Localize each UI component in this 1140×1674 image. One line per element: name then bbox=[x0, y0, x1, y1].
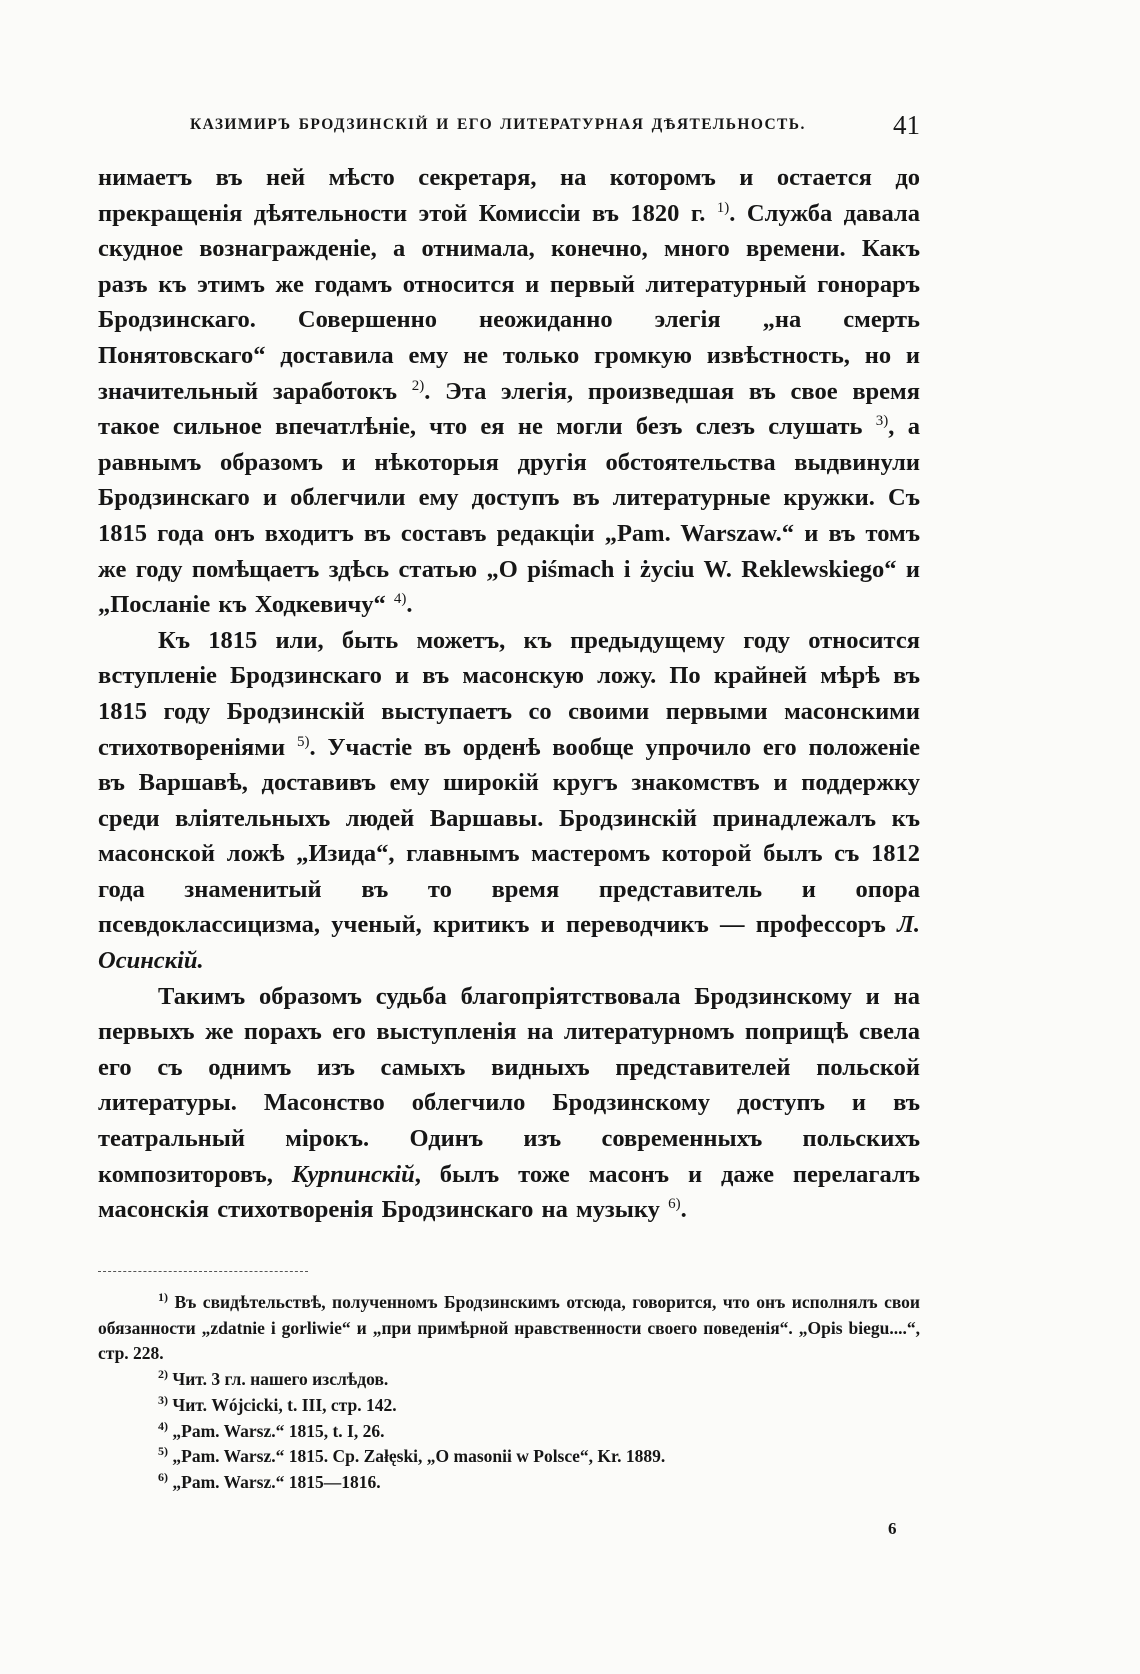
paragraph-text: Къ 1815 или, быть можетъ, къ предыдущему году относится вступленіе Бродзинскаго и въ масонскую ложу. По крайней мѣрѣ въ 1815 году Бродзинскій выступаетъ со своими первыми масонскими стихотвореніями bbox=[98, 626, 920, 761]
paragraph-text: . Эта элегія, произведшая въ свое время такое сильное впечатлѣніе, что ея не могли безъ слезъ слушать bbox=[98, 377, 920, 441]
paragraph-text: . Участіе въ орденѣ вообще упрочило его положеніе въ Варшавѣ, доставивъ ему широкій кругъ знакомствъ и поддержку среди вліятельныхъ людей Варшавы. Бродзинскій принадлежалъ къ масонской ложѣ „Изида“, главнымъ мастеромъ которой былъ съ 1812 года знаменитый въ то время представитель и опора псевдоклассицизма, ученый, критикъ и переводчикъ — профессоръ bbox=[98, 733, 920, 939]
footnote-reference: 2) bbox=[411, 377, 425, 394]
footnote-number: 2) bbox=[158, 1367, 168, 1382]
footnote-text: „Pam. Warsz.“ 1815—1816. bbox=[172, 1471, 381, 1492]
footnote bbox=[98, 1470, 920, 1496]
footnote bbox=[98, 1393, 920, 1419]
footnote-number: 5) bbox=[158, 1444, 168, 1459]
footnote-text: Чит. 3 гл. нашего изслѣдов. bbox=[172, 1369, 389, 1390]
footnote-reference: 5) bbox=[296, 733, 310, 750]
paragraph-text: . Служба давала скудное вознагражденіе, а отнимала, конечно, много времени. Какъ разъ къ этимъ же годамъ относится и первый литературный гонораръ Бродзинскаго. Совершенно неожиданно элегія „на смерть Понятовскаго“ доставила ему не только громкую извѣстность, но и значительный заработокъ bbox=[98, 199, 920, 405]
running-head bbox=[190, 110, 920, 140]
footnote-reference: 1) bbox=[716, 199, 730, 216]
footnote-text: Чит. Wójcicki, t. III, стр. 142. bbox=[172, 1394, 397, 1415]
footnote bbox=[98, 1290, 920, 1367]
footnote-divider bbox=[98, 1271, 308, 1272]
footnote-text: Въ свидѣтельствѣ, полученномъ Бродзинскимъ отсюда, говорится, что онъ исполнялъ свои обязанности „zdatnie i gorliwie“ и „при примѣрной нравственности своего поведенія“. „Opis biegu....“, стр. 228. bbox=[98, 1292, 921, 1364]
footnote bbox=[98, 1367, 920, 1393]
page-number: 41 bbox=[893, 110, 920, 140]
signature-mark: 6 bbox=[888, 1519, 897, 1538]
footnote bbox=[98, 1444, 920, 1470]
paragraph-text: нимаетъ въ ней мѣсто секретаря, на которомъ и остается до прекращенія дѣятельности этой Комиссіи въ 1820 г. bbox=[98, 164, 920, 227]
paragraph-text: , а равнымъ образомъ и нѣкоторыя другія обстоятельства выдвинули Бродзинскаго и облегчили ему доступъ въ литературные кружки. Съ 1815 года онъ входитъ въ составъ редакціи „Pam. Warszaw.“ и въ томъ же году помѣщаетъ здѣсь статью „O piśmach i życiu W. Reklewskiego“ и „Посланіе къ Ходкевичу“ bbox=[98, 413, 921, 619]
paragraph-text: Такимъ образомъ судьба благопріятствовала Бродзинскому и на первыхъ же порахъ его выступленія на литературномъ поприщѣ свела его съ однимъ изъ самыхъ видныхъ представителей польской литературы. Масонство облегчило Бродзинскому доступъ и въ театральный мірокъ. Одинъ изъ современныхъ польскихъ композиторовъ, bbox=[98, 982, 920, 1188]
running-title: КАЗИМИРЪ БРОДЗИНСКІЙ И ЕГО ЛИТЕРАТУРНАЯ ДѢЯТЕЛЬНОСТЬ. bbox=[190, 116, 806, 133]
footnote-reference: 3) bbox=[875, 413, 889, 429]
footnotes bbox=[98, 1290, 920, 1496]
italic-name: Курпинскій bbox=[291, 1160, 415, 1188]
paragraph-text: , былъ тоже масонъ и даже перелагалъ масонскія стихотворенія Бродзинскаго на музыку bbox=[98, 1160, 920, 1224]
footnote-text: „Pam. Warsz.“ 1815, t. I, 26. bbox=[172, 1420, 385, 1441]
footnote-reference: 6) bbox=[668, 1196, 681, 1213]
paragraph-text: . bbox=[680, 1196, 687, 1224]
footnote bbox=[98, 1419, 920, 1445]
footnote-text: „Pam. Warsz.“ 1815. Ср. Załęski, „O masonii w Polsce“, Kr. 1889. bbox=[172, 1446, 666, 1467]
paragraph-text: . bbox=[406, 591, 413, 619]
paragraph-1 bbox=[98, 160, 920, 623]
paragraph-2 bbox=[98, 623, 920, 979]
body-text bbox=[98, 160, 920, 1228]
paragraph-3 bbox=[98, 979, 920, 1228]
footnote-number: 6) bbox=[158, 1470, 168, 1485]
footnote-reference: 4) bbox=[393, 590, 407, 607]
italic-name: Л. Осинскій. bbox=[98, 911, 920, 975]
footnote-number: 1) bbox=[158, 1290, 168, 1305]
footnote-number: 4) bbox=[158, 1418, 168, 1433]
footnote-number: 3) bbox=[158, 1392, 168, 1407]
